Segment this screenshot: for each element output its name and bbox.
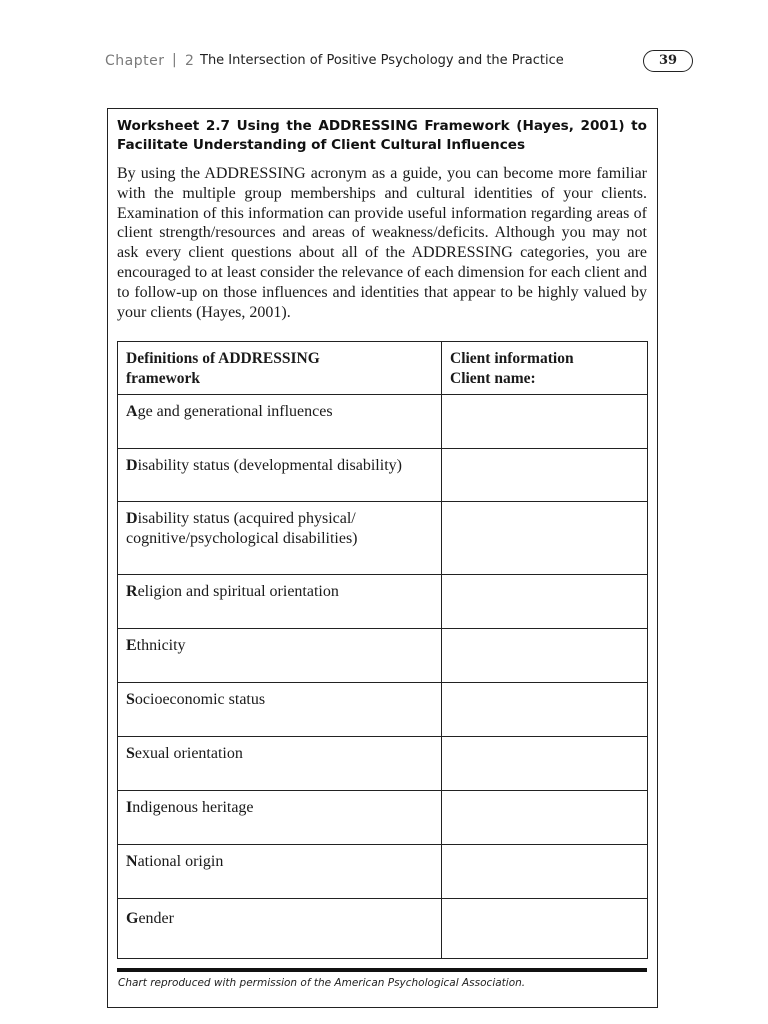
row-label: ndigenous heritage xyxy=(132,799,254,816)
client-name-label: Client name: xyxy=(450,370,536,387)
worksheet-title: Worksheet 2.7 Using the ADDRESSING Framework (Hayes, 2001) to Facilitate Understanding of Client Cultural Influences xyxy=(117,118,647,153)
client-info-header xyxy=(442,342,648,395)
definitions-header xyxy=(118,342,442,395)
table-row xyxy=(118,629,648,683)
client-info-cell[interactable] xyxy=(442,395,648,449)
page-header xyxy=(105,50,693,72)
row-initial: D xyxy=(126,510,138,527)
row-label: exual orientation xyxy=(134,745,243,762)
row-definition xyxy=(118,737,442,791)
worksheet-intro: By using the ADDRESSING acronym as a guide, you can become more familiar with the multiple group memberships and cultural identities of your clients. Examination of this information can provide useful information regarding areas of client strength/resources and areas of weakness/deficits. Although you may not ask every client questions about all of the ADDRESSING categories, you are encouraged to at least consider the relevance of each dimension for each client and to follow-up on those influences and identities that appear to be highly valued by your clients (Hayes, 2001). xyxy=(117,165,647,321)
row-definition xyxy=(118,449,442,502)
row-definition xyxy=(118,845,442,899)
row-label: thnicity xyxy=(136,637,186,654)
table-row xyxy=(118,683,648,737)
table-row xyxy=(118,791,648,845)
row-initial: D xyxy=(126,457,138,474)
row-initial: G xyxy=(126,910,139,927)
addressing-table xyxy=(117,341,648,959)
row-definition xyxy=(118,683,442,737)
table-row xyxy=(118,395,648,449)
row-label: eligion and spiritual orientation xyxy=(137,583,339,600)
row-definition xyxy=(118,791,442,845)
table-row xyxy=(118,575,648,629)
row-definition xyxy=(118,899,442,959)
footnote-rule xyxy=(117,968,647,972)
table-row xyxy=(118,899,648,959)
row-initial: S xyxy=(126,691,135,708)
row-definition xyxy=(118,629,442,683)
client-info-cell[interactable] xyxy=(442,899,648,959)
table-header-row xyxy=(118,342,648,395)
footnote: Chart reproduced with permission of the American Psychological Association. xyxy=(118,977,526,989)
row-initial: N xyxy=(126,853,138,870)
client-info-cell[interactable] xyxy=(442,791,648,845)
chapter-number: 2 xyxy=(185,53,194,69)
client-info-cell[interactable] xyxy=(442,575,648,629)
table-row xyxy=(118,449,648,502)
chapter-title: The Intersection of Positive Psychology and the Practice xyxy=(200,53,564,68)
row-initial: S xyxy=(126,745,135,762)
client-info-cell[interactable] xyxy=(442,845,648,899)
row-label: isability status (acquired physical/ xyxy=(137,510,356,527)
row-label: ge and generational influences xyxy=(137,403,333,420)
client-info-cell[interactable] xyxy=(442,449,648,502)
table-row xyxy=(118,502,648,575)
table-row xyxy=(118,737,648,791)
client-info-cell[interactable] xyxy=(442,629,648,683)
client-info-header-line1: Client information xyxy=(450,350,574,367)
chapter-label: Chapter xyxy=(105,53,165,69)
row-initial: A xyxy=(126,403,138,420)
client-info-cell[interactable] xyxy=(442,737,648,791)
header-separator: | xyxy=(172,52,177,68)
row-definition xyxy=(118,575,442,629)
row-definition xyxy=(118,502,442,575)
row-initial: E xyxy=(126,637,137,654)
row-label: ational origin xyxy=(137,853,224,870)
row-initial: I xyxy=(126,799,133,816)
table-row xyxy=(118,845,648,899)
row-label-line2: cognitive/psychological disabilities) xyxy=(126,530,358,547)
row-label: ender xyxy=(138,910,174,927)
row-label: ocioeconomic status xyxy=(134,691,266,708)
client-info-cell[interactable] xyxy=(442,502,648,575)
row-initial: R xyxy=(126,583,138,600)
client-info-cell[interactable] xyxy=(442,683,648,737)
definitions-header-line2: framework xyxy=(126,370,201,387)
definitions-header-line1: Definitions of ADDRESSING xyxy=(126,350,320,367)
row-definition xyxy=(118,395,442,449)
row-label: isability status (developmental disability) xyxy=(137,457,402,474)
page-number-badge: 39 xyxy=(643,50,693,72)
